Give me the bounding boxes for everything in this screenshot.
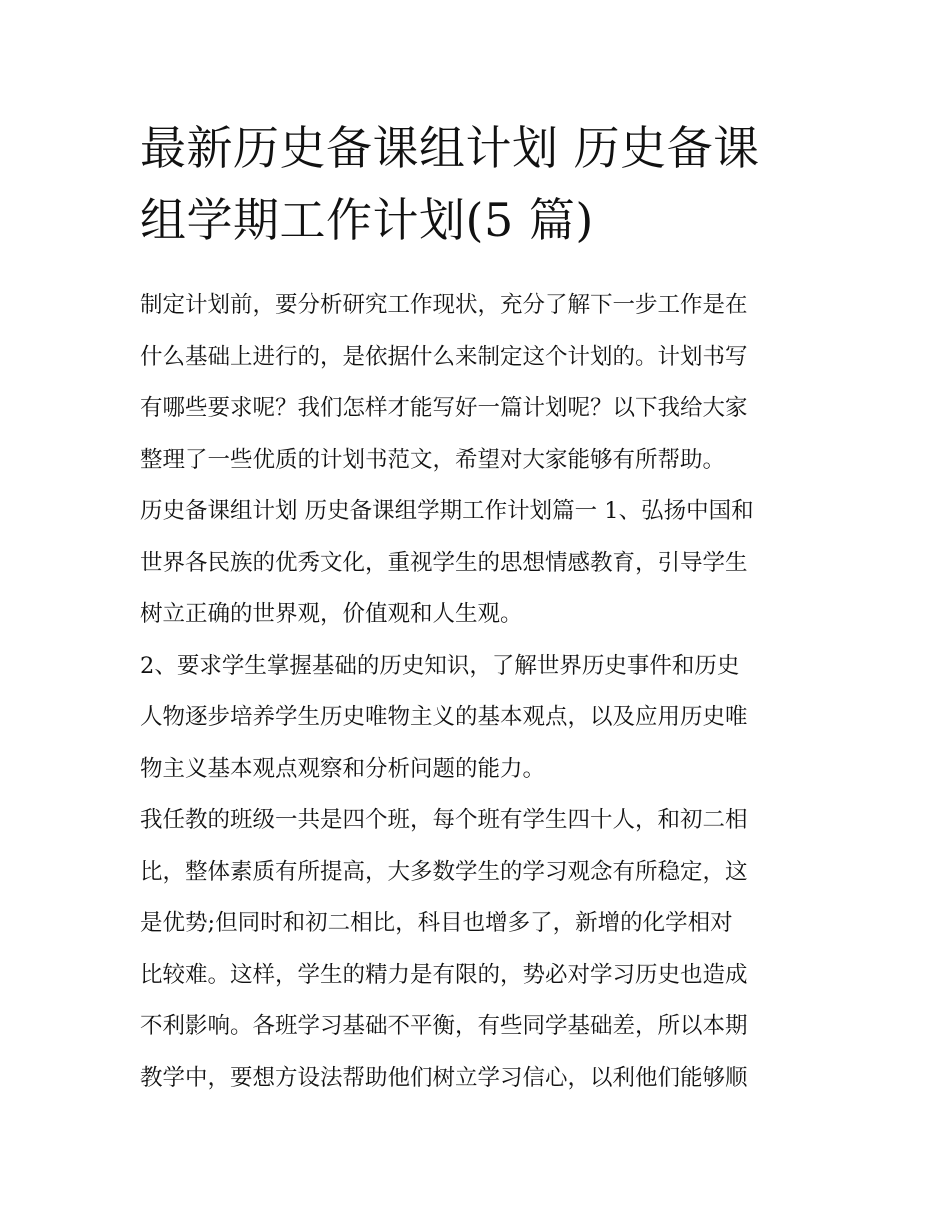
text-line: 有哪些要求呢？我们怎样才能写好一篇计划呢？以下我给大家 [140,395,748,421]
text-line: 物主义基本观点观察和分析问题的能力。 [140,755,546,782]
paragraph-section-one [140,486,812,641]
paragraph-point-two [140,641,812,796]
text-line: 历史备课组计划 历史备课组学期工作计划篇一 1、弘扬中国和 [140,498,754,524]
text-line: 是优势;但同时和初二相比，科目也增多了，新增的化学相对 [140,910,733,936]
document-content [140,112,812,1104]
paragraph-intro [140,280,812,486]
text-line: 2、要求学生掌握基础的历史知识，了解世界历史事件和历史 [140,652,740,679]
text-line: 什么基础上进行的，是依据什么来制定这个计划的。计划书写 [140,343,748,370]
document-title [140,112,812,256]
text-line: 我任教的班级一共是四个班，每个班有学生四十人，和初二相 [140,807,748,833]
text-line: 树立正确的世界观，价值观和人生观。 [140,601,523,627]
text-line: 人物逐步培养学生历史唯物主义的基本观点，以及应用历史唯 [140,704,748,730]
title-line: 组学期工作计划(5 篇) [140,193,594,247]
text-line: 比，整体素质有所提高，大多数学生的学习观念有所稳定，这 [140,858,748,885]
text-line: 教学中，要想方设法帮助他们树立学习信心，以利他们能够顺 [140,1064,748,1091]
title-line: 最新历史备课组计划 历史备课 [140,121,760,175]
text-line: 比较难。这样，学生的精力是有限的，势必对学习历史也造成 [140,961,748,988]
text-line: 整理了一些优质的计划书范文，希望对大家能够有所帮助。 [140,446,726,473]
text-line: 不利影响。各班学习基础不平衡，有些同学基础差，所以本期 [140,1013,748,1039]
text-line: 制定计划前，要分析研究工作现状，充分了解下一步工作是在 [140,292,748,318]
text-line: 世界各民族的优秀文化，重视学生的思想情感教育，引导学生 [140,549,748,576]
document-body [140,280,812,1104]
paragraph-class-analysis [140,795,812,1104]
